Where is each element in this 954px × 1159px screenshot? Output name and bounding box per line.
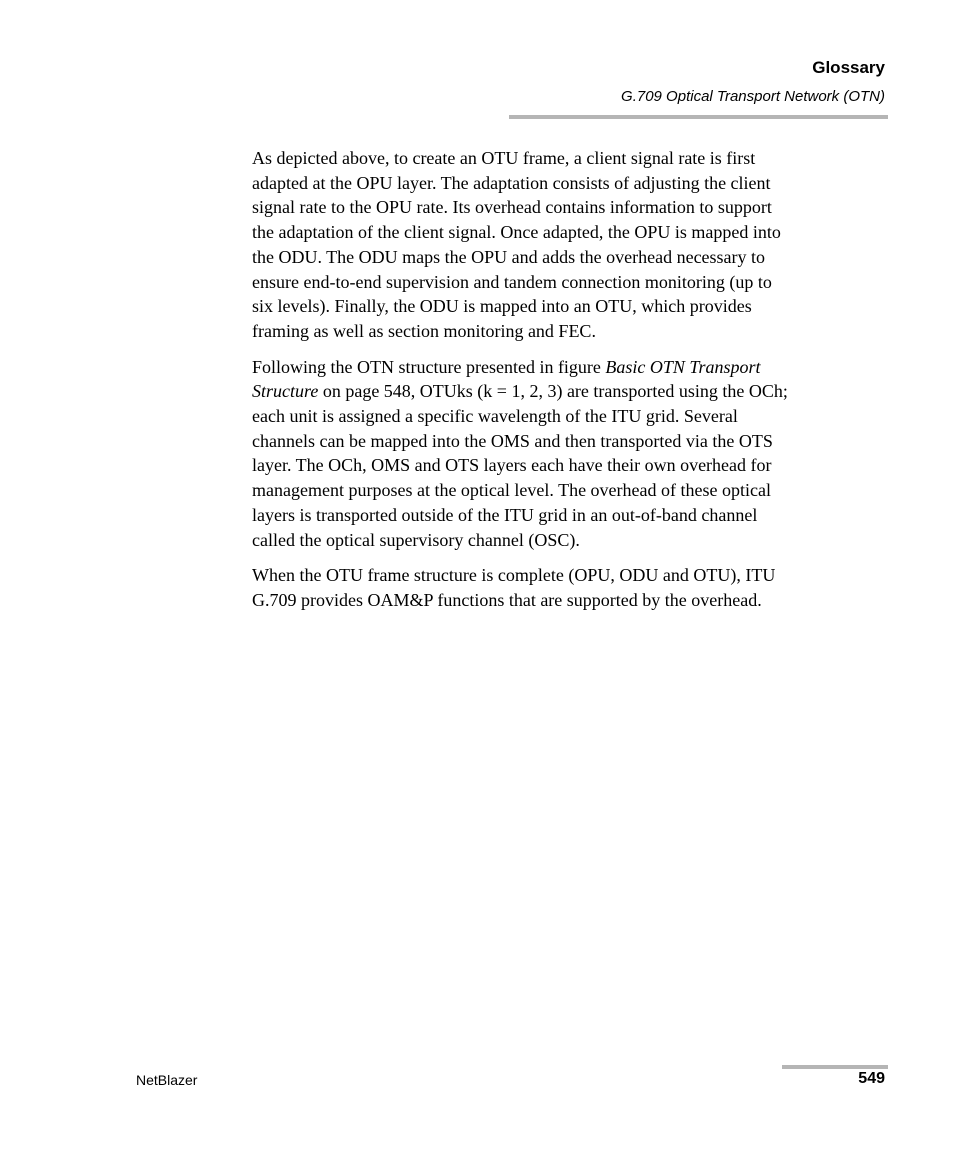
page-number: 549 (858, 1070, 885, 1087)
text-line: As depicted above, to create an OTU frame, a client signal rate is first (252, 148, 756, 168)
body-text (252, 146, 882, 624)
text-line: channels can be mapped into the OMS and then transported via the OTS (252, 430, 773, 451)
text-fragment: on page 548, OTUks (k = 1, 2, 3) are transported using the OCh; (318, 381, 788, 402)
text-line: six levels). Finally, the ODU is mapped into an OTU, which provides (252, 296, 752, 317)
text-line: When the OTU frame structure is complete (OPU, ODU and OTU), ITU (252, 565, 776, 586)
text-fragment: Following the OTN structure presented in figure (252, 356, 606, 377)
text-line: the adaptation of the client signal. Once adapted, the OPU is mapped into (252, 222, 781, 243)
paragraph-otn-structure (252, 355, 882, 553)
text-line: adapted at the OPU layer. The adaptation consists of adjusting the client (252, 172, 771, 193)
text-line: G.709 provides OAM&P functions that are supported by the overhead. (252, 589, 762, 610)
figure-reference-link[interactable]: Basic OTN Transport (605, 356, 761, 377)
text-line: layers is transported outside of the ITU grid in an out-of-band channel (252, 504, 758, 525)
text-line: signal rate to the OPU rate. Its overhead contains information to support (252, 197, 772, 218)
paragraph-oamp-functions (252, 563, 882, 612)
text-line (252, 379, 882, 404)
paragraph-otu-frame (252, 146, 882, 344)
text-line: layer. The OCh, OMS and OTS layers each have their own overhead for (252, 455, 772, 476)
figure-reference-link[interactable]: Structure (252, 381, 319, 402)
section-title: Glossary (812, 58, 885, 77)
text-line: each unit is assigned a specific wavelength of the ITU grid. Several (252, 406, 738, 427)
text-line: management purposes at the optical level. The overhead of these optical (252, 480, 771, 501)
header-divider (509, 115, 888, 119)
text-line: framing as well as section monitoring and FEC. (252, 320, 596, 341)
product-name: NetBlazer (136, 1072, 198, 1088)
text-line: ensure end-to-end supervision and tandem connection monitoring (up to (252, 271, 772, 292)
text-line: called the optical supervisory channel (OSC). (252, 529, 580, 550)
section-subtitle: G.709 Optical Transport Network (OTN) (621, 88, 885, 105)
text-line: the ODU. The ODU maps the OPU and adds the overhead necessary to (252, 246, 766, 267)
text-line (252, 355, 882, 380)
